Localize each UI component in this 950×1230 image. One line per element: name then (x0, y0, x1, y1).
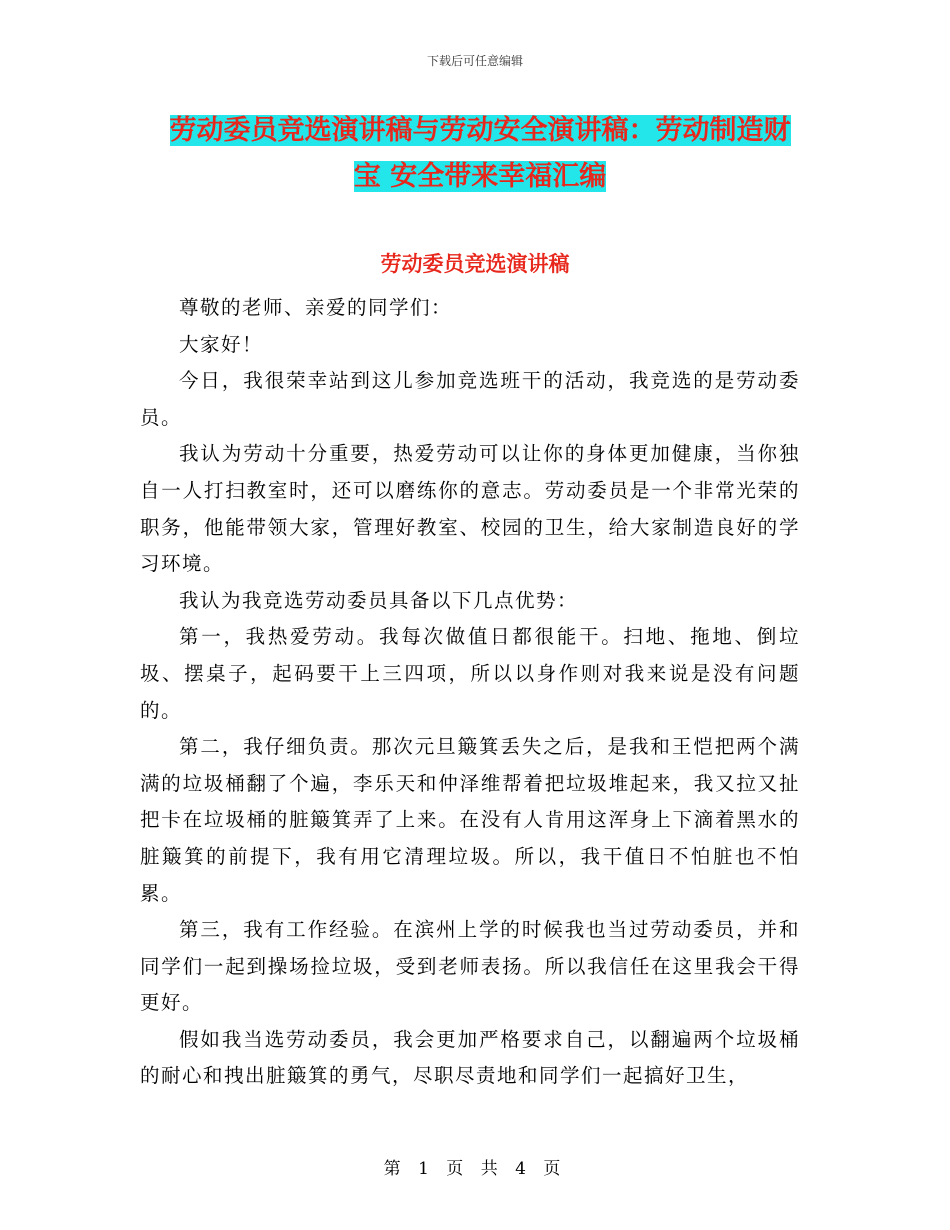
body-text (140, 290, 800, 1095)
document-title-line-1: 劳动委员竞选演讲稿与劳动安全演讲稿：劳动制造财 (169, 115, 791, 146)
paragraph: 我认为我竞选劳动委员具备以下几点优势： (179, 588, 579, 612)
paragraph-salutation: 尊敬的老师、亲爱的同学们： (179, 296, 453, 319)
document-title (140, 108, 820, 200)
paragraph: 第一，我热爱劳动。我每次做值日都很能干。扫地、拖地、倒垃圾、摆桌子，起码要干上三四项，所以以身作则对我来说是没有问题的。 (140, 625, 800, 722)
paragraph: 第二，我仔细负责。那次元旦簸箕丢失之后，是我和王恺把两个满满的垃圾桶翻了个遍，李乐天和仲泽维帮着把垃圾堆起来，我又拉又扯把卡在垃圾桶的脏簸箕弄了上来。在没有人肯用这浑身上下滴着黑水的脏簸箕的前提下，我有用它清理垃圾。所以，我干值日不怕脏也不怕累。 (140, 735, 800, 905)
paragraph: 第三，我有工作经验。在滨州上学的时候我也当过劳动委员，并和同学们一起到操场捡垃圾，受到老师表扬。所以我信任在这里我会干得更好。 (140, 918, 800, 1015)
paragraph: 假如我当选劳动委员，我会更加严格要求自己，以翻遍两个垃圾桶的耐心和拽出脏簸箕的勇气，尽职尽责地和同学们一起搞好卫生， (140, 1027, 800, 1088)
page-footer: 第 1 页 共 4 页 (383, 1159, 567, 1179)
document-title-line-2: 宝 安全带来幸福汇编 (353, 161, 607, 192)
section-title: 劳动委员竞选演讲稿 (380, 252, 570, 276)
paragraph-greeting: 大家好！ (179, 332, 264, 356)
paragraph: 今日，我很荣幸站到这儿参加竞选班干的活动，我竞选的是劳动委员。 (140, 369, 800, 429)
paragraph: 我认为劳动十分重要，热爱劳动可以让你的身体更加健康，当你独自一人打扫教室时，还可以磨练你的意志。劳动委员是一个非常光荣的职务，他能带领大家，管理好教室、校园的卫生，给大家制造良好的学习环境。 (140, 442, 800, 576)
header-note: 下载后可任意编辑 (426, 54, 523, 68)
